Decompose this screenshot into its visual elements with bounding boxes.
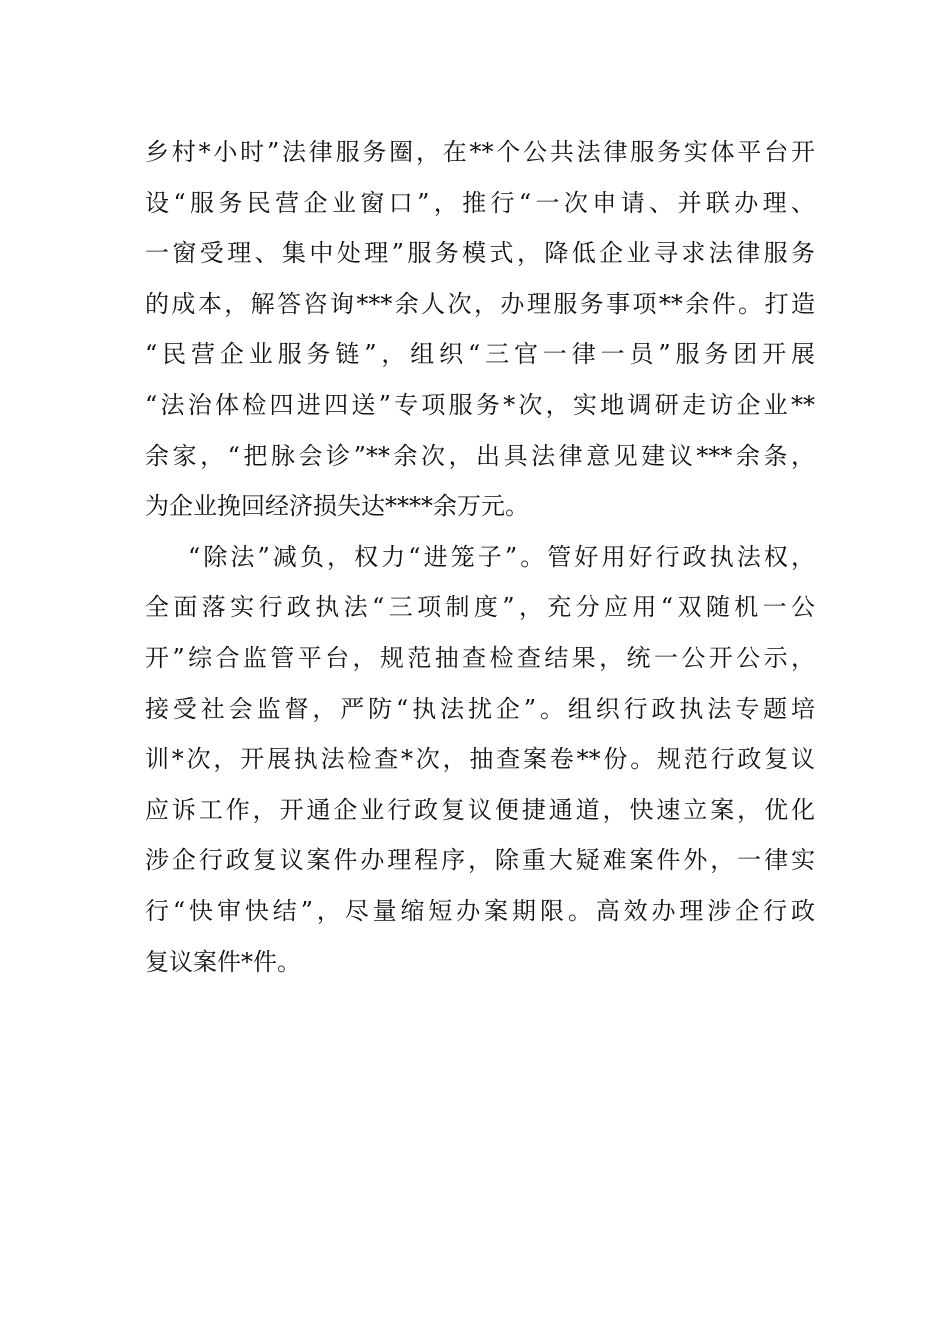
- paragraph-line: 设“服务民营企业窗口”，推行“一次申请、并联办理、: [145, 188, 815, 217]
- paragraph-line: 涉企行政复议案件办理程序，除重大疑难案件外，一律实: [145, 846, 815, 875]
- paragraph-line: “民营企业服务链”，组织“三官一律一员”服务团开展: [145, 340, 815, 369]
- paragraph-line: 应诉工作，开通企业行政复议便捷通道，快速立案，优化: [145, 795, 815, 824]
- paragraph-line: 余家，“把脉会诊”**余次，出具法律意见建议***余条，: [145, 441, 815, 470]
- paragraph-2: [145, 532, 815, 987]
- paragraph-line: 开”综合监管平台，规范抽查检查结果，统一公开公示，: [145, 643, 815, 672]
- paragraph-line: 接受社会监督，严防“执法扰企”。组织行政执法专题培: [145, 694, 815, 723]
- paragraph-line: 复议案件*件。: [145, 947, 301, 976]
- paragraph-line: 行“快审快结”，尽量缩短办案期限。高效办理涉企行政: [145, 896, 815, 925]
- paragraph-line: “法治体检四进四送”专项服务*次，实地调研走访企业**: [145, 390, 815, 419]
- paragraph-line: “除法”减负，权力“进笼子”。管好用好行政执法权，: [188, 542, 815, 571]
- paragraph-line: 的成本，解答咨询***余人次，办理服务事项**余件。打造: [145, 289, 815, 318]
- document-body: [145, 127, 815, 987]
- paragraph-line: 乡村*小时”法律服务圈，在**个公共法律服务实体平台开: [145, 138, 815, 166]
- paragraph-line: 训*次，开展执法检查*次，抽查案卷**份。规范行政复议: [145, 745, 815, 774]
- paragraph-line: 全面落实行政执法“三项制度”，充分应用“双随机一公: [145, 593, 815, 622]
- paragraph-1: [145, 127, 815, 532]
- paragraph-line: 一窗受理、集中处理”服务模式，降低企业寻求法律服务: [145, 239, 815, 268]
- paragraph-line: 为企业挽回经济损失达****余万元。: [145, 492, 529, 521]
